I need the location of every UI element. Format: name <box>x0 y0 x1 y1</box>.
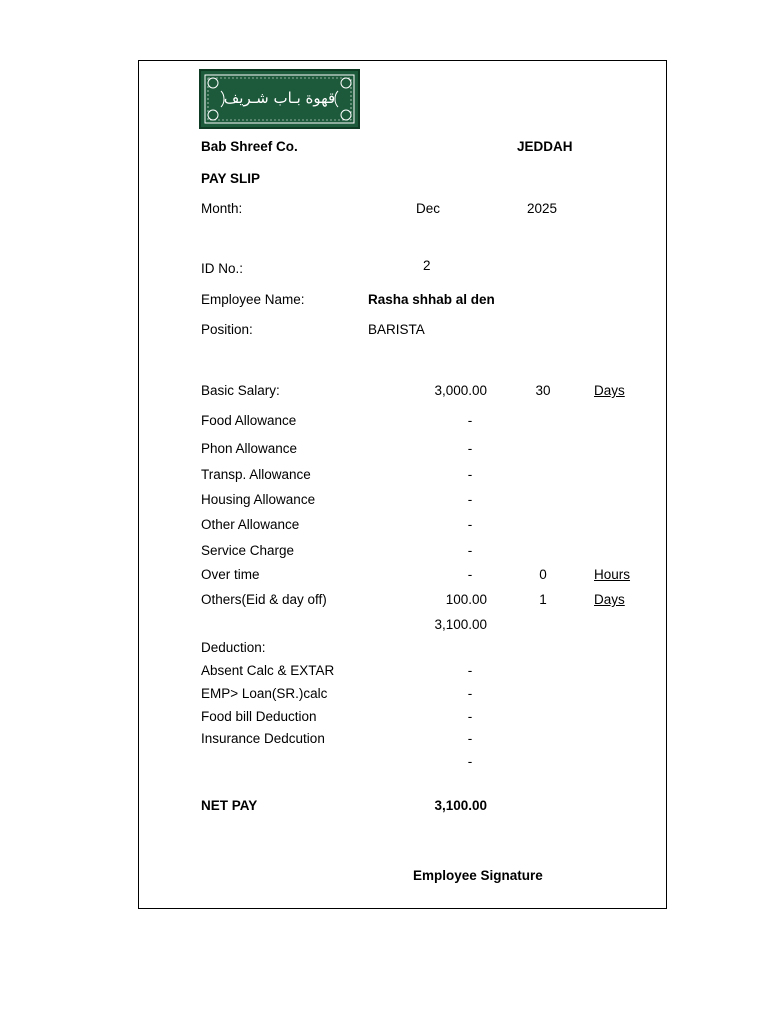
deduction-label: Food bill Deduction <box>201 709 317 724</box>
id-label: ID No.: <box>201 261 244 276</box>
employee-signature-label: Employee Signature <box>413 868 543 883</box>
earning-amount: 3,000.00 <box>434 383 487 398</box>
earning-amount: - <box>467 567 473 582</box>
company-city: JEDDAH <box>517 139 573 154</box>
employee-name-value: Rasha shhab al den <box>368 292 495 307</box>
company-logo <box>199 69 360 129</box>
earning-amount: - <box>467 441 473 456</box>
logo-text: قهوة بـاب شـريف <box>223 89 336 107</box>
deduction-amount: - <box>467 709 473 724</box>
earning-unit: Hours <box>594 567 631 582</box>
document-title: PAY SLIP <box>201 171 261 186</box>
deduction-amount: - <box>467 686 473 701</box>
earning-unit: Days <box>594 592 625 607</box>
deduction-label: EMP> Loan(SR.)calc <box>201 686 328 701</box>
earning-label: Housing Allowance <box>201 492 316 507</box>
earning-label: Basic Salary: <box>201 383 280 398</box>
earning-label: Phon Allowance <box>201 441 298 456</box>
deduction-amount: - <box>467 663 473 678</box>
earning-qty: 0 <box>539 567 547 582</box>
earning-label: Service Charge <box>201 543 295 558</box>
earning-amount: - <box>467 467 473 482</box>
year-value: 2025 <box>527 201 558 216</box>
month-label: Month: <box>201 201 243 216</box>
net-pay-amount: 3,100.00 <box>434 798 487 813</box>
company-name: Bab Shreef Co. <box>201 139 298 154</box>
deduction-amount: - <box>467 731 473 746</box>
id-value: 2 <box>423 258 431 273</box>
earning-label: Others(Eid & day off) <box>201 592 327 607</box>
deduction-heading: Deduction: <box>201 640 266 655</box>
payslip-page <box>138 60 667 909</box>
earning-label: Food Allowance <box>201 413 297 428</box>
earning-amount: - <box>467 413 473 428</box>
deduction-label: Insurance Dedcution <box>201 731 325 746</box>
position-label: Position: <box>201 322 253 337</box>
earning-label: Transp. Allowance <box>201 467 311 482</box>
employee-name-label: Employee Name: <box>201 292 305 307</box>
earning-label: Over time <box>201 567 260 582</box>
earning-qty: 1 <box>539 592 547 607</box>
earning-amount: 100.00 <box>445 592 487 607</box>
earning-label: Other Allowance <box>201 517 300 532</box>
earning-qty: 30 <box>535 383 551 398</box>
position-value: BARISTA <box>368 322 425 337</box>
deductions-total: - <box>467 754 473 769</box>
earning-amount: - <box>467 543 473 558</box>
earning-unit: Days <box>594 383 625 398</box>
earnings-total: 3,100.00 <box>434 617 487 632</box>
deduction-label: Absent Calc & EXTAR <box>201 663 335 678</box>
month-value: Dec <box>416 201 441 216</box>
earning-amount: - <box>467 517 473 532</box>
net-pay-label: NET PAY <box>201 798 258 813</box>
earning-amount: - <box>467 492 473 507</box>
